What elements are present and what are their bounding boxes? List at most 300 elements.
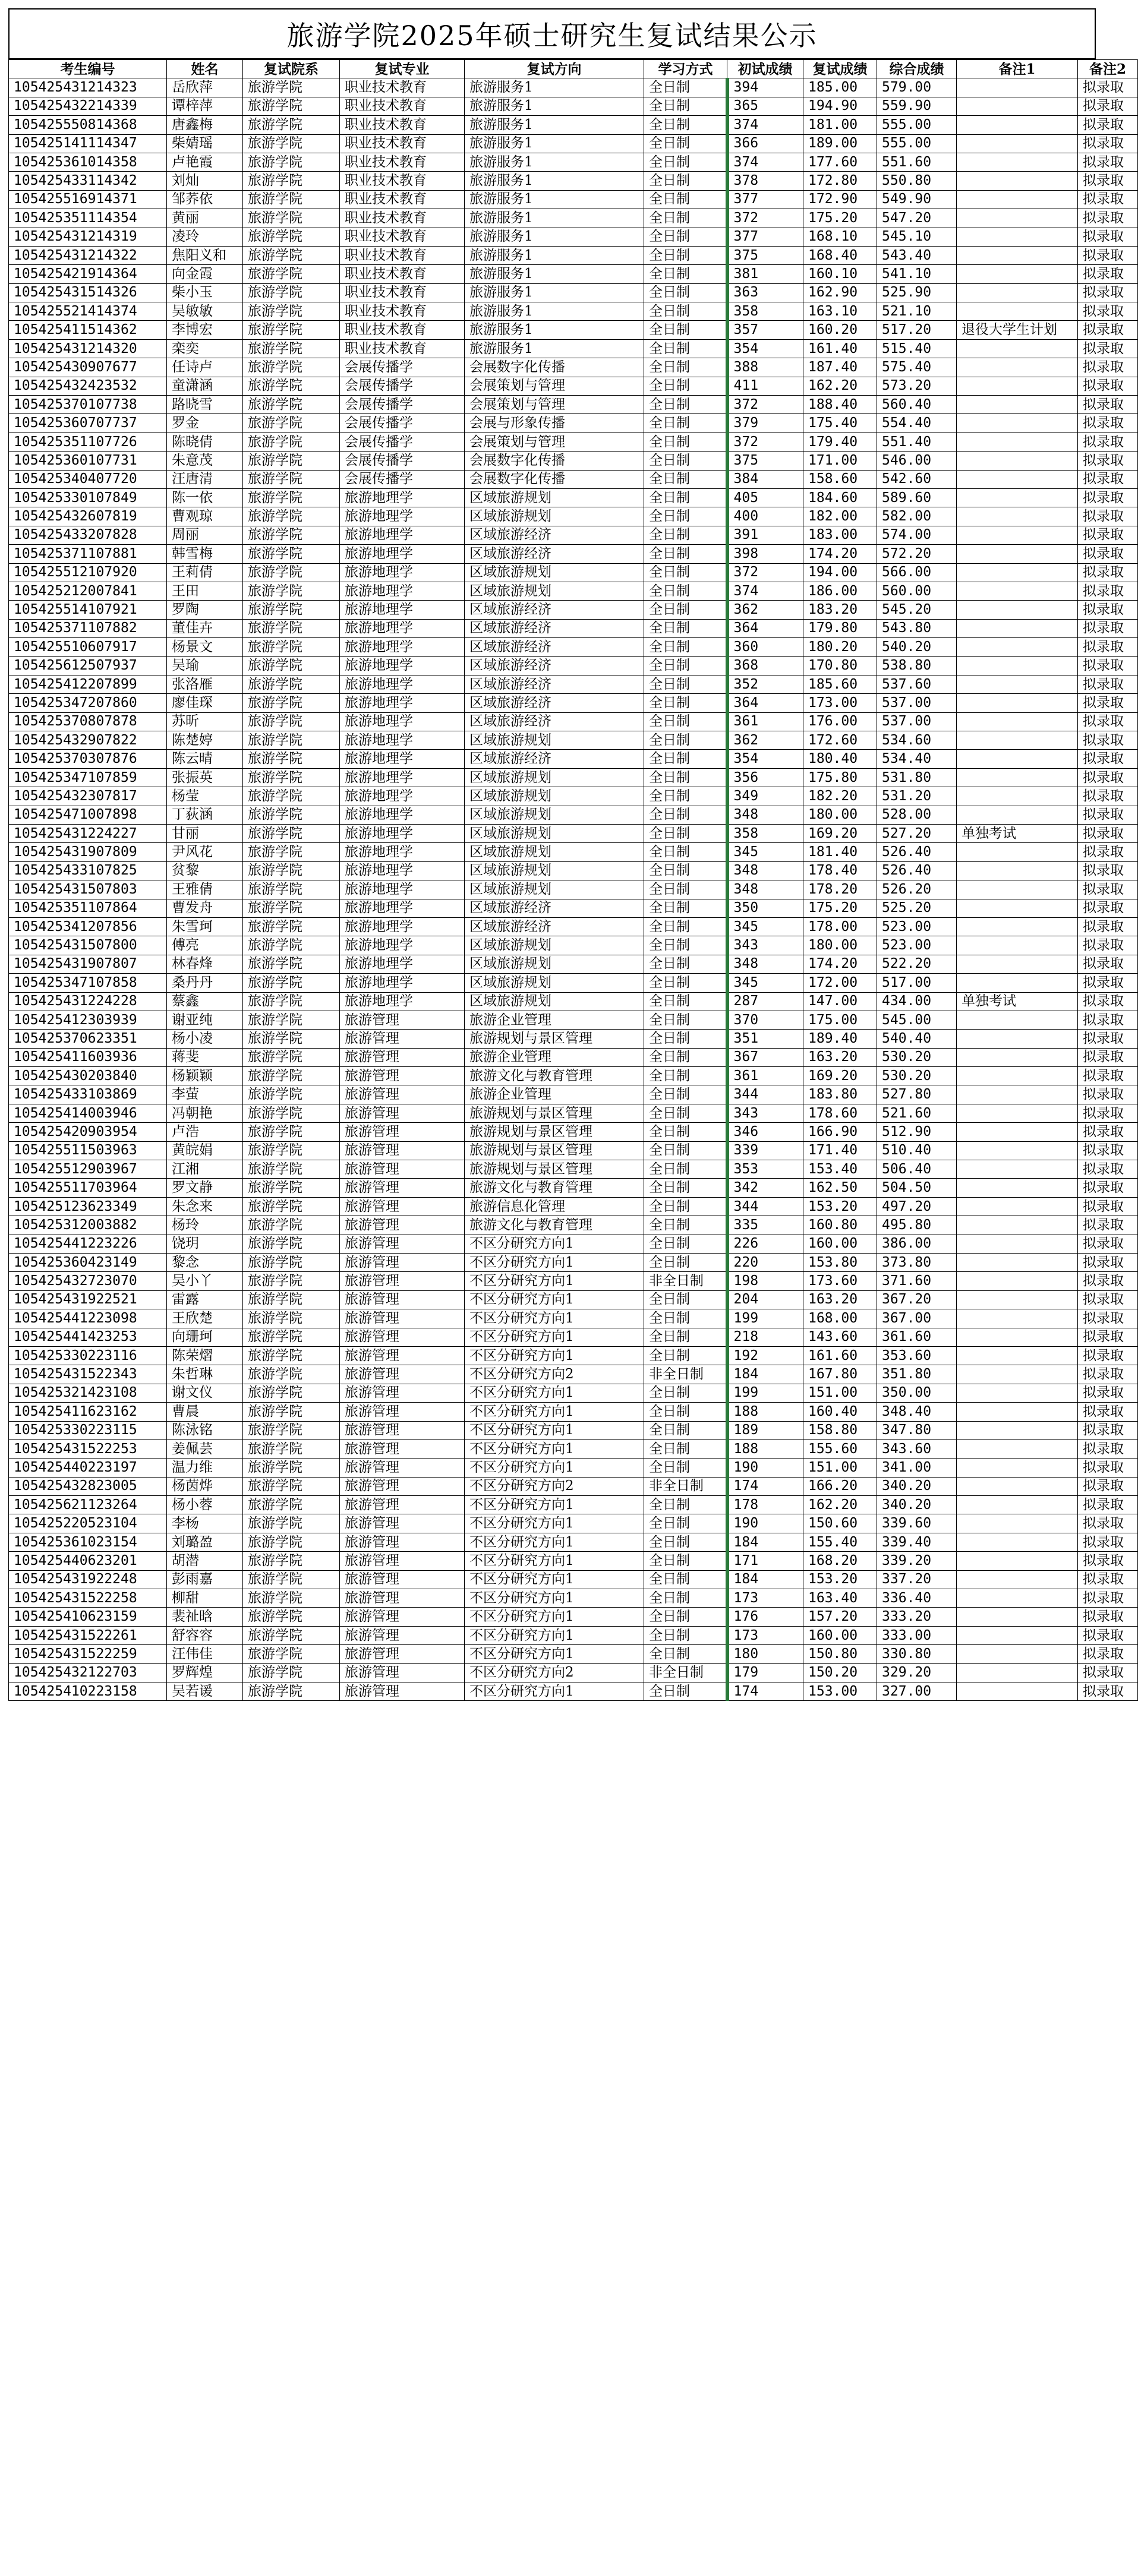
table-row: [9, 488, 1138, 507]
cell-remark-2: 拟录取: [1078, 526, 1138, 544]
cell-remark-2: 拟录取: [1078, 1272, 1138, 1290]
cell-exam-id: 105425440623201: [9, 1552, 167, 1570]
cell-study-mode: 全日制: [644, 955, 727, 973]
cell-major: 职业技术教育: [340, 153, 465, 171]
cell-name: 舒容容: [167, 1626, 243, 1644]
cell-direction: 旅游服务1: [465, 321, 644, 339]
cell-exam-id: 105425431907807: [9, 955, 167, 973]
cell-direction: 旅游服务1: [465, 134, 644, 153]
cell-exam-id: 105425612507937: [9, 656, 167, 675]
cell-total-score: 531.80: [877, 768, 957, 787]
cell-study-mode: 全日制: [644, 414, 727, 433]
cell-prelim-score: 372: [727, 209, 803, 228]
cell-remark-2: 拟录取: [1078, 228, 1138, 246]
cell-exam-id: 105425432307817: [9, 787, 167, 806]
cell-exam-id: 105425432907822: [9, 731, 167, 750]
cell-study-mode: 全日制: [644, 153, 727, 171]
cell-retest-score: 175.20: [803, 899, 877, 917]
table-row: [9, 1570, 1138, 1589]
cell-remark-1: [957, 1514, 1078, 1533]
cell-remark-2: 拟录取: [1078, 1365, 1138, 1384]
cell-remark-1: [957, 1384, 1078, 1402]
cell-exam-id: 105425351107864: [9, 899, 167, 917]
cell-study-mode: 全日制: [644, 731, 727, 750]
cell-exam-id: 105425411623162: [9, 1403, 167, 1421]
cell-remark-1: [957, 638, 1078, 656]
cell-study-mode: 全日制: [644, 1309, 727, 1328]
cell-retest-score: 143.60: [803, 1328, 877, 1346]
cell-direction: 区域旅游经济: [465, 750, 644, 768]
cell-name: 凌玲: [167, 228, 243, 246]
cell-retest-score: 150.20: [803, 1663, 877, 1682]
cell-department: 旅游学院: [243, 1272, 340, 1290]
cell-department: 旅游学院: [243, 861, 340, 880]
cell-department: 旅游学院: [243, 1403, 340, 1421]
cell-prelim-score: 362: [727, 731, 803, 750]
cell-total-score: 350.00: [877, 1384, 957, 1402]
cell-prelim-score: 189: [727, 1421, 803, 1439]
cell-total-score: 579.00: [877, 78, 957, 97]
cell-remark-1: [957, 1533, 1078, 1551]
table-row: [9, 1085, 1138, 1104]
cell-total-score: 343.60: [877, 1439, 957, 1458]
cell-remark-2: 拟录取: [1078, 917, 1138, 936]
cell-retest-score: 183.80: [803, 1085, 877, 1104]
cell-remark-2: 拟录取: [1078, 377, 1138, 395]
column-header-total-score: 综合成绩: [877, 60, 957, 78]
table-row: [9, 880, 1138, 899]
cell-prelim-score: 374: [727, 582, 803, 600]
cell-remark-2: 拟录取: [1078, 955, 1138, 973]
table-row: [9, 694, 1138, 712]
cell-exam-id: 105425430907677: [9, 358, 167, 377]
cell-retest-score: 166.90: [803, 1123, 877, 1141]
cell-exam-id: 105425431514326: [9, 283, 167, 302]
cell-remark-1: [957, 656, 1078, 675]
cell-retest-score: 161.40: [803, 339, 877, 358]
cell-exam-id: 105425431522343: [9, 1365, 167, 1384]
cell-remark-1: [957, 488, 1078, 507]
cell-name: 童潇涵: [167, 377, 243, 395]
cell-remark-2: 拟录取: [1078, 1608, 1138, 1626]
cell-study-mode: 全日制: [644, 190, 727, 209]
cell-department: 旅游学院: [243, 228, 340, 246]
cell-direction: 会展策划与管理: [465, 433, 644, 451]
cell-retest-score: 175.20: [803, 209, 877, 228]
cell-name: 唐鑫梅: [167, 116, 243, 134]
cell-prelim-score: 348: [727, 880, 803, 899]
cell-remark-2: 拟录取: [1078, 694, 1138, 712]
cell-study-mode: 全日制: [644, 302, 727, 321]
cell-major: 职业技术教育: [340, 190, 465, 209]
cell-department: 旅游学院: [243, 880, 340, 899]
table-row: [9, 507, 1138, 526]
cell-remark-2: 拟录取: [1078, 1197, 1138, 1216]
cell-direction: 区域旅游规划: [465, 955, 644, 973]
cell-exam-id: 105425432607819: [9, 507, 167, 526]
cell-department: 旅游学院: [243, 675, 340, 693]
cell-major: 职业技术教育: [340, 116, 465, 134]
cell-study-mode: 全日制: [644, 1645, 727, 1663]
cell-exam-id: 105425621123264: [9, 1496, 167, 1514]
cell-department: 旅游学院: [243, 1663, 340, 1682]
cell-remark-1: [957, 190, 1078, 209]
cell-total-score: 530.20: [877, 1067, 957, 1085]
cell-study-mode: 全日制: [644, 1085, 727, 1104]
cell-prelim-score: 335: [727, 1216, 803, 1235]
cell-exam-id: 105425351114354: [9, 209, 167, 228]
cell-prelim-score: 173: [727, 1626, 803, 1644]
cell-remark-1: [957, 1608, 1078, 1626]
cell-retest-score: 189.40: [803, 1030, 877, 1048]
cell-total-score: 540.40: [877, 1030, 957, 1048]
cell-remark-2: 拟录取: [1078, 396, 1138, 414]
table-row: [9, 339, 1138, 358]
cell-remark-1: [957, 507, 1078, 526]
cell-department: 旅游学院: [243, 694, 340, 712]
cell-total-score: 555.00: [877, 134, 957, 153]
cell-prelim-score: 377: [727, 228, 803, 246]
cell-name: 王雅倩: [167, 880, 243, 899]
cell-study-mode: 全日制: [644, 619, 727, 637]
table-body: [9, 78, 1138, 1701]
cell-department: 旅游学院: [243, 507, 340, 526]
cell-name: 陈泳铭: [167, 1421, 243, 1439]
cell-total-score: 371.60: [877, 1272, 957, 1290]
cell-name: 吴瑜: [167, 656, 243, 675]
cell-department: 旅游学院: [243, 1011, 340, 1029]
cell-department: 旅游学院: [243, 358, 340, 377]
cell-name: 林春烽: [167, 955, 243, 973]
cell-exam-id: 105425431922521: [9, 1290, 167, 1309]
cell-study-mode: 全日制: [644, 265, 727, 283]
cell-retest-score: 173.60: [803, 1272, 877, 1290]
cell-total-score: 327.00: [877, 1682, 957, 1700]
cell-major: 旅游地理学: [340, 694, 465, 712]
cell-study-mode: 非全日制: [644, 1477, 727, 1495]
cell-total-score: 434.00: [877, 992, 957, 1011]
cell-direction: 不区分研究方向1: [465, 1496, 644, 1514]
cell-department: 旅游学院: [243, 1682, 340, 1700]
cell-major: 职业技术教育: [340, 339, 465, 358]
cell-remark-1: [957, 1235, 1078, 1253]
cell-remark-1: [957, 1123, 1078, 1141]
cell-retest-score: 178.40: [803, 861, 877, 880]
table-row: [9, 246, 1138, 264]
cell-study-mode: 全日制: [644, 78, 727, 97]
cell-name: 罗文静: [167, 1179, 243, 1197]
cell-exam-id: 105425516914371: [9, 190, 167, 209]
cell-study-mode: 全日制: [644, 694, 727, 712]
cell-major: 旅游管理: [340, 1496, 465, 1514]
cell-department: 旅游学院: [243, 843, 340, 861]
cell-remark-2: 拟录取: [1078, 470, 1138, 488]
cell-retest-score: 194.90: [803, 97, 877, 115]
table-row: [9, 283, 1138, 302]
cell-retest-score: 172.90: [803, 190, 877, 209]
table-row: [9, 1048, 1138, 1066]
cell-retest-score: 187.40: [803, 358, 877, 377]
cell-department: 旅游学院: [243, 712, 340, 731]
cell-direction: 区域旅游规划: [465, 843, 644, 861]
cell-major: 旅游管理: [340, 1477, 465, 1495]
column-header-direction: 复试方向: [465, 60, 644, 78]
cell-prelim-score: 343: [727, 936, 803, 955]
cell-direction: 不区分研究方向1: [465, 1346, 644, 1365]
cell-retest-score: 157.20: [803, 1608, 877, 1626]
cell-retest-score: 160.20: [803, 321, 877, 339]
cell-retest-score: 155.40: [803, 1533, 877, 1551]
cell-direction: 旅游服务1: [465, 190, 644, 209]
cell-exam-id: 105425441223226: [9, 1235, 167, 1253]
cell-name: 栾奕: [167, 339, 243, 358]
cell-department: 旅游学院: [243, 134, 340, 153]
cell-total-score: 540.20: [877, 638, 957, 656]
table-row: [9, 1328, 1138, 1346]
cell-remark-1: [957, 265, 1078, 283]
cell-name: 董佳卉: [167, 619, 243, 637]
cell-remark-1: [957, 116, 1078, 134]
cell-remark-1: [957, 1663, 1078, 1682]
table-row: [9, 768, 1138, 787]
cell-name: 傅亮: [167, 936, 243, 955]
cell-major: 旅游地理学: [340, 731, 465, 750]
cell-exam-id: 105425371107881: [9, 545, 167, 563]
cell-prelim-score: 226: [727, 1235, 803, 1253]
cell-prelim-score: 343: [727, 1104, 803, 1122]
cell-remark-1: 退役大学生计划: [957, 321, 1078, 339]
cell-name: 柴婧瑶: [167, 134, 243, 153]
cell-remark-1: [957, 899, 1078, 917]
table-row: [9, 433, 1138, 451]
cell-remark-2: 拟录取: [1078, 1141, 1138, 1160]
cell-prelim-score: 354: [727, 339, 803, 358]
cell-major: 旅游管理: [340, 1514, 465, 1533]
cell-exam-id: 105425414003946: [9, 1104, 167, 1122]
cell-remark-1: [957, 153, 1078, 171]
cell-total-score: 339.40: [877, 1533, 957, 1551]
cell-total-score: 530.20: [877, 1048, 957, 1066]
cell-retest-score: 176.00: [803, 712, 877, 731]
cell-major: 旅游地理学: [340, 992, 465, 1011]
cell-total-score: 339.60: [877, 1514, 957, 1533]
cell-department: 旅游学院: [243, 825, 340, 843]
table-row: [9, 1682, 1138, 1700]
cell-total-score: 367.20: [877, 1290, 957, 1309]
cell-prelim-score: 372: [727, 396, 803, 414]
table-row: [9, 1608, 1138, 1626]
cell-major: 旅游地理学: [340, 899, 465, 917]
cell-major: 职业技术教育: [340, 209, 465, 228]
cell-prelim-score: 374: [727, 153, 803, 171]
cell-total-score: 347.80: [877, 1421, 957, 1439]
cell-remark-1: [957, 97, 1078, 115]
cell-prelim-score: 339: [727, 1141, 803, 1160]
table-row: [9, 1235, 1138, 1253]
cell-exam-id: 105425430203840: [9, 1067, 167, 1085]
cell-remark-2: 拟录取: [1078, 1160, 1138, 1179]
cell-direction: 旅游规划与景区管理: [465, 1160, 644, 1179]
cell-total-score: 522.20: [877, 955, 957, 973]
cell-remark-2: 拟录取: [1078, 1067, 1138, 1085]
cell-department: 旅游学院: [243, 619, 340, 637]
cell-total-score: 525.90: [877, 283, 957, 302]
cell-retest-score: 160.80: [803, 1216, 877, 1235]
cell-name: 卢艳霞: [167, 153, 243, 171]
cell-remark-1: [957, 843, 1078, 861]
cell-remark-1: [957, 1589, 1078, 1608]
cell-study-mode: 全日制: [644, 1141, 727, 1160]
cell-direction: 区域旅游经济: [465, 917, 644, 936]
cell-retest-score: 153.20: [803, 1197, 877, 1216]
cell-major: 旅游地理学: [340, 712, 465, 731]
cell-major: 旅游地理学: [340, 861, 465, 880]
cell-retest-score: 169.20: [803, 1067, 877, 1085]
cell-remark-1: [957, 1645, 1078, 1663]
cell-prelim-score: 192: [727, 1346, 803, 1365]
cell-retest-score: 173.00: [803, 694, 877, 712]
cell-name: 张洛雁: [167, 675, 243, 693]
cell-major: 旅游管理: [340, 1533, 465, 1551]
cell-major: 旅游管理: [340, 1439, 465, 1458]
cell-total-score: 534.40: [877, 750, 957, 768]
cell-exam-id: 105425410623159: [9, 1608, 167, 1626]
column-header-name: 姓名: [167, 60, 243, 78]
table-row: [9, 1309, 1138, 1328]
cell-prelim-score: 348: [727, 806, 803, 824]
cell-major: 旅游地理学: [340, 563, 465, 582]
cell-major: 旅游管理: [340, 1197, 465, 1216]
cell-name: 吴若谖: [167, 1682, 243, 1700]
cell-name: 王田: [167, 582, 243, 600]
cell-retest-score: 194.00: [803, 563, 877, 582]
cell-department: 旅游学院: [243, 488, 340, 507]
column-header-retest-score: 复试成绩: [803, 60, 877, 78]
cell-remark-1: [957, 1421, 1078, 1439]
cell-study-mode: 非全日制: [644, 1365, 727, 1384]
cell-retest-score: 186.00: [803, 582, 877, 600]
cell-remark-2: 拟录取: [1078, 1179, 1138, 1197]
cell-remark-2: 拟录取: [1078, 582, 1138, 600]
cell-exam-id: 105425433103869: [9, 1085, 167, 1104]
cell-direction: 区域旅游规划: [465, 861, 644, 880]
cell-major: 职业技术教育: [340, 302, 465, 321]
cell-name: 邹荞依: [167, 190, 243, 209]
cell-retest-score: 181.40: [803, 843, 877, 861]
table-row: [9, 1384, 1138, 1402]
table-row: [9, 712, 1138, 731]
cell-exam-id: 105425431907809: [9, 843, 167, 861]
cell-study-mode: 全日制: [644, 321, 727, 339]
cell-department: 旅游学院: [243, 974, 340, 992]
cell-direction: 不区分研究方向1: [465, 1421, 644, 1439]
cell-prelim-score: 368: [727, 656, 803, 675]
cell-department: 旅游学院: [243, 1197, 340, 1216]
cell-prelim-score: 198: [727, 1272, 803, 1290]
cell-prelim-score: 174: [727, 1682, 803, 1700]
cell-major: 旅游管理: [340, 1141, 465, 1160]
cell-name: 谭梓萍: [167, 97, 243, 115]
cell-prelim-score: 190: [727, 1514, 803, 1533]
cell-study-mode: 全日制: [644, 1067, 727, 1085]
cell-retest-score: 168.20: [803, 1552, 877, 1570]
cell-prelim-score: 391: [727, 526, 803, 544]
cell-remark-2: 拟录取: [1078, 358, 1138, 377]
cell-exam-id: 105425360707737: [9, 414, 167, 433]
cell-remark-1: [957, 917, 1078, 936]
cell-prelim-score: 379: [727, 414, 803, 433]
cell-remark-2: 拟录取: [1078, 1290, 1138, 1309]
table-row: [9, 1216, 1138, 1235]
cell-remark-1: [957, 1626, 1078, 1644]
cell-exam-id: 105425550814368: [9, 116, 167, 134]
table-row: [9, 321, 1138, 339]
cell-direction: 不区分研究方向2: [465, 1365, 644, 1384]
cell-study-mode: 全日制: [644, 1682, 727, 1700]
cell-total-score: 531.20: [877, 787, 957, 806]
cell-remark-1: [957, 750, 1078, 768]
cell-exam-id: 105425370807878: [9, 712, 167, 731]
table-row: [9, 1160, 1138, 1179]
cell-direction: 区域旅游规划: [465, 787, 644, 806]
cell-study-mode: 全日制: [644, 750, 727, 768]
cell-retest-score: 180.40: [803, 750, 877, 768]
table-row: [9, 1403, 1138, 1421]
cell-study-mode: 全日制: [644, 246, 727, 264]
cell-prelim-score: 358: [727, 302, 803, 321]
cell-direction: 旅游服务1: [465, 209, 644, 228]
cell-remark-2: 拟录取: [1078, 433, 1138, 451]
cell-name: 苏昕: [167, 712, 243, 731]
cell-remark-1: [957, 1328, 1078, 1346]
cell-exam-id: 105425511703964: [9, 1179, 167, 1197]
cell-remark-2: 拟录取: [1078, 861, 1138, 880]
cell-exam-id: 105425212007841: [9, 582, 167, 600]
cell-name: 彭雨嘉: [167, 1570, 243, 1589]
cell-department: 旅游学院: [243, 1216, 340, 1235]
cell-name: 陈一依: [167, 488, 243, 507]
cell-remark-1: [957, 880, 1078, 899]
cell-remark-2: 拟录取: [1078, 1589, 1138, 1608]
cell-retest-score: 155.60: [803, 1439, 877, 1458]
cell-total-score: 534.60: [877, 731, 957, 750]
cell-direction: 会展数字化传播: [465, 358, 644, 377]
cell-major: 旅游管理: [340, 1254, 465, 1272]
cell-total-score: 573.20: [877, 377, 957, 395]
cell-department: 旅游学院: [243, 1104, 340, 1122]
cell-exam-id: 105425410223158: [9, 1682, 167, 1700]
cell-study-mode: 全日制: [644, 488, 727, 507]
cell-prelim-score: 218: [727, 1328, 803, 1346]
cell-major: 旅游地理学: [340, 768, 465, 787]
cell-retest-score: 169.20: [803, 825, 877, 843]
cell-remark-1: [957, 861, 1078, 880]
cell-prelim-score: 360: [727, 638, 803, 656]
cell-direction: 不区分研究方向1: [465, 1459, 644, 1477]
cell-exam-id: 105425411514362: [9, 321, 167, 339]
cell-major: 旅游管理: [340, 1235, 465, 1253]
cell-department: 旅游学院: [243, 97, 340, 115]
table-row: [9, 190, 1138, 209]
cell-remark-1: [957, 302, 1078, 321]
cell-name: 吴小丫: [167, 1272, 243, 1290]
cell-remark-2: 拟录取: [1078, 1663, 1138, 1682]
cell-prelim-score: 344: [727, 1085, 803, 1104]
cell-retest-score: 153.00: [803, 1682, 877, 1700]
cell-remark-1: [957, 545, 1078, 563]
cell-department: 旅游学院: [243, 377, 340, 395]
cell-remark-2: 拟录取: [1078, 750, 1138, 768]
